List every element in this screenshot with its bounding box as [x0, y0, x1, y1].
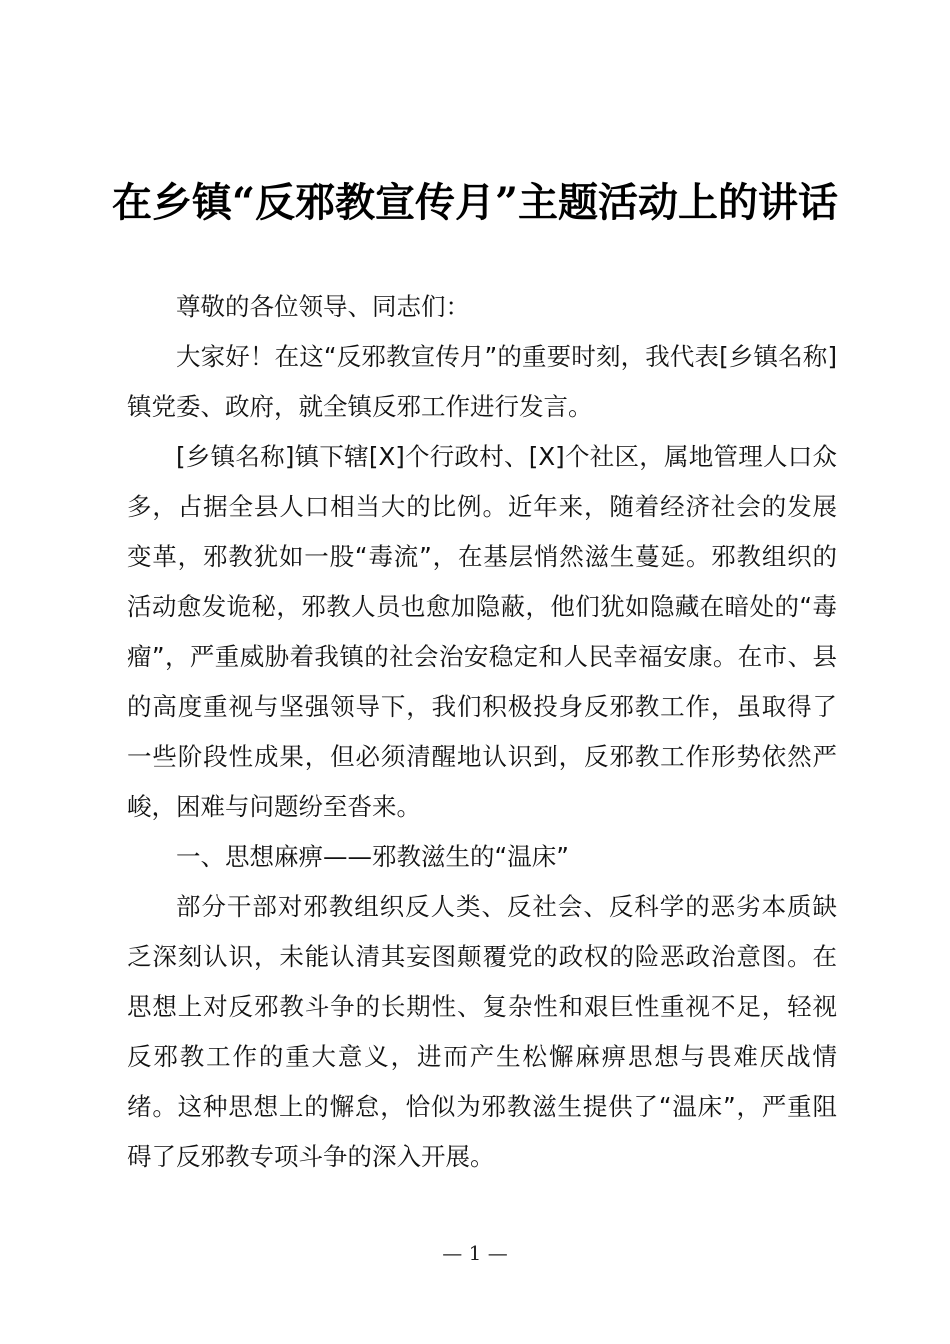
paragraph-greeting: 大家好！在这“反邪教宣传月”的重要时刻，我代表[乡镇名称]镇党委、政府，就全镇反邪工作进行发言。 [127, 342, 837, 421]
section-heading: 一、思想麻痹——邪教滋生的“温床” [176, 842, 569, 871]
document-title: 在乡镇“反邪教宣传月”主题活动上的讲话 [111, 179, 838, 226]
paragraph-section-one: 部分干部对邪教组织反人类、反社会、反科学的恶劣本质缺乏深刻认识，未能认清其妄图颠覆党的政权的险恶政治意图。在思想上对反邪教斗争的长期性、复杂性和艰巨性重视不足，轻视反邪教工作的重大意义，进而产生松懈麻痹思想与畏难厌战情绪。这种思想上的懈怠，恰似为邪教滋生提供了“温床”，严重阻碍了反邪教专项斗争的深入开展。 [127, 892, 837, 1171]
paragraph-background: [乡镇名称]镇下辖[X]个行政村、[X]个社区，属地管理人口众多，占据全县人口相当大的比例。近年来，随着经济社会的发展变革，邪教犹如一股“毒流”，在基层悄然滋生蔓延。邪教组织的活动愈发诡秘，邪教人员也愈加隐蔽，他们犹如隐藏在暗处的“毒瘤”，严重威胁着我镇的社会治安稳定和人民幸福安康。在市、县的高度重视与坚强领导下，我们积极投身反邪教工作，虽取得了一些阶段性成果，但必须清醒地认识到，反邪教工作形势依然严峻，困难与问题纷至沓来。 [127, 442, 837, 821]
page-number: — 1 — [442, 1241, 508, 1265]
document-body [127, 282, 837, 1182]
salutation: 尊敬的各位领导、同志们： [176, 292, 470, 321]
